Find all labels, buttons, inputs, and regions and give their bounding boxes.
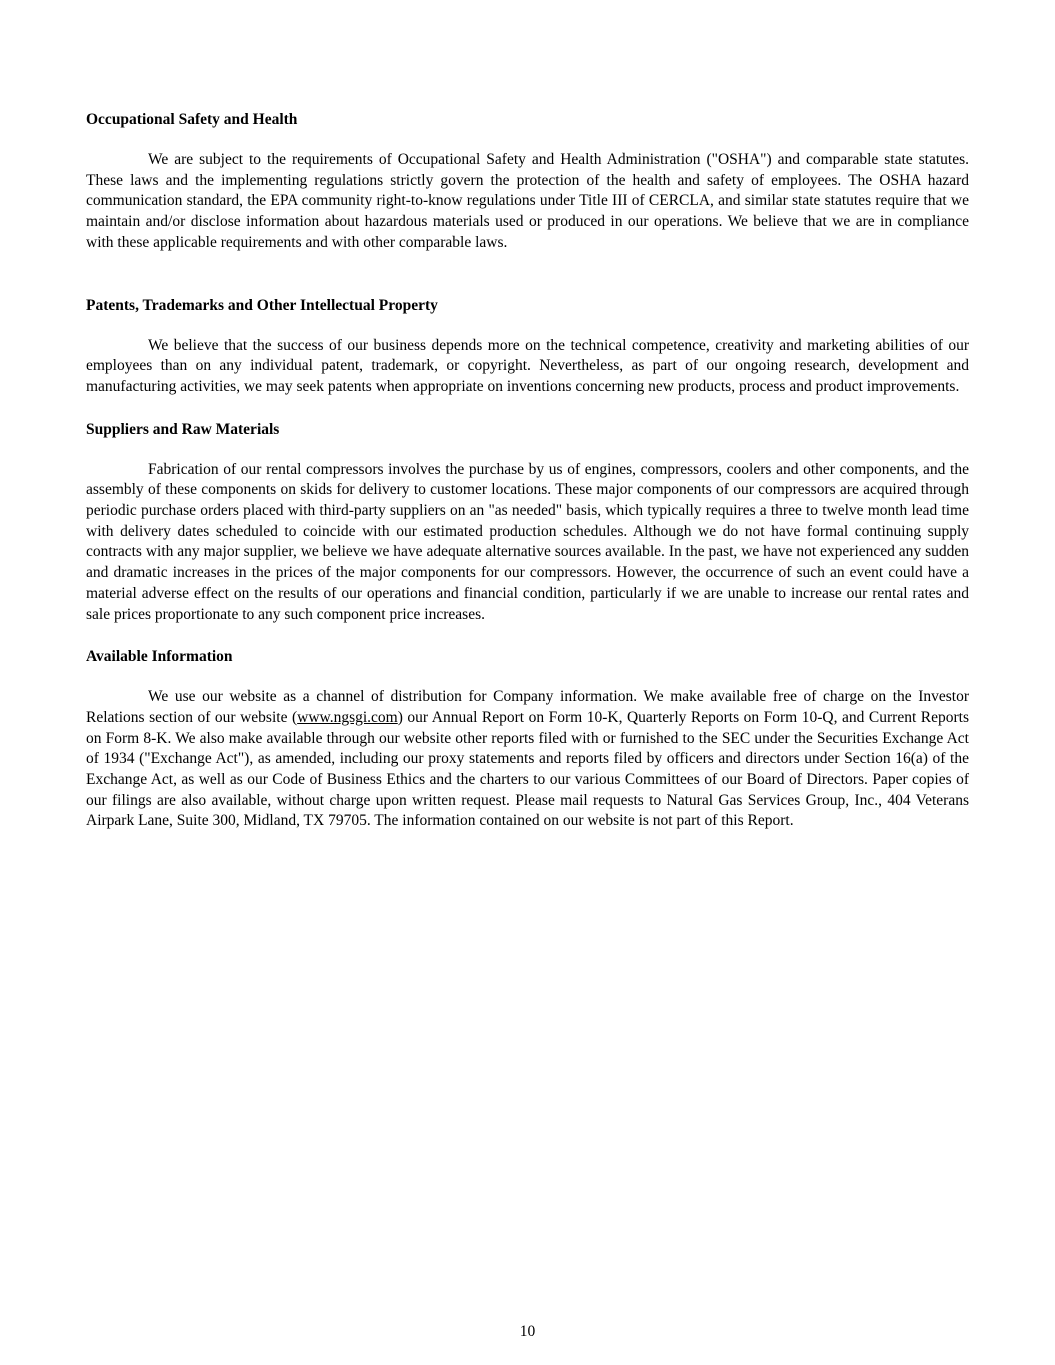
section-paragraph [86,687,969,832]
section-heading: Suppliers and Raw Materials [86,420,280,438]
page-number: 10 [519,1323,536,1340]
section-paragraph: We believe that the success of our business depends more on the technical competence, creativity and marketing abilities of our employees than on any individual patent, trademark, or copyright. Nevertheless, as part of our ongoing research, development and manufacturing activities, we may seek patents when appropriate on inventions concerning new products, process and product improvements. [86,336,969,395]
section-available-information [86,646,969,832]
website-link[interactable]: www.ngsgi.com [297,708,398,726]
section-heading: Occupational Safety and Health [86,111,298,128]
section-heading: Available Information [86,648,233,666]
paragraph-text-before-link: We use our website as a channel of distribution for Company information. We make available free of charge on the Investor Relations section of our website ( [86,688,969,726]
section-paragraph: Fabrication of our rental compressors involves the purchase by us of engines, compressors, coolers and other components, and the assembly of these components on skids for delivery to customer locations. These major components of our compressors are acquired through periodic purchase orders placed with third-party suppliers on an "as needed" basis, which typically requires a three to twelve month lead time with delivery dates scheduled to coincide with our estimated production schedules. Although we do not have formal continuing supply contracts with any major supplier, we believe we have adequate alternative sources available. In the past, we have not experienced any sudden and dramatic increases in the prices of the major components for our compressors. However, the occurrence of such an event could have a material adverse effect on the results of our operations and financial condition, particularly if we are unable to increase our rental rates and sale prices proportionate to any such component price increases. [86,460,969,623]
section-patents-trademarks [86,295,969,398]
section-occupational-safety [86,109,969,254]
paragraph-text-after-link: ) our Annual Report on Form 10-K, Quarterly Reports on Form 10-Q, and Current Reports on Form 8-K. We also make available through our website other reports filed with or furnished to the SEC under the Securities Exchange Act of 1934 ("Exchange Act"), as amended, including our proxy statements and reports filed by officers and directors under Section 16(a) of the Exchange Act, as well as our Code of Business Ethics and the charters to our various Committees of our Board of Directors. Paper copies of our filings are also available, without charge upon written request. Please mail requests to Natural Gas Services Group, Inc., 404 Veterans Airpark Lane, Suite 300, Midland, TX 79705. The information contained on our website is not part of this Report. [86,708,969,830]
section-heading: Patents, Trademarks and Other Intellectual Property [86,296,438,314]
section-suppliers-raw-materials [86,419,969,626]
document-page [86,109,969,832]
section-paragraph: We are subject to the requirements of Occupational Safety and Health Administration ("OSHA") and comparable state statutes. These laws and the implementing regulations strictly govern the protection of the health and safety of employees. The OSHA hazard communication standard, the EPA community right-to-know regulations under Title III of CERCLA, and similar state statutes require that we maintain and/or disclose information about hazardous materials used or produced in our operations. We believe that we are in compliance with these applicable requirements and with other comparable laws. [86,151,969,251]
